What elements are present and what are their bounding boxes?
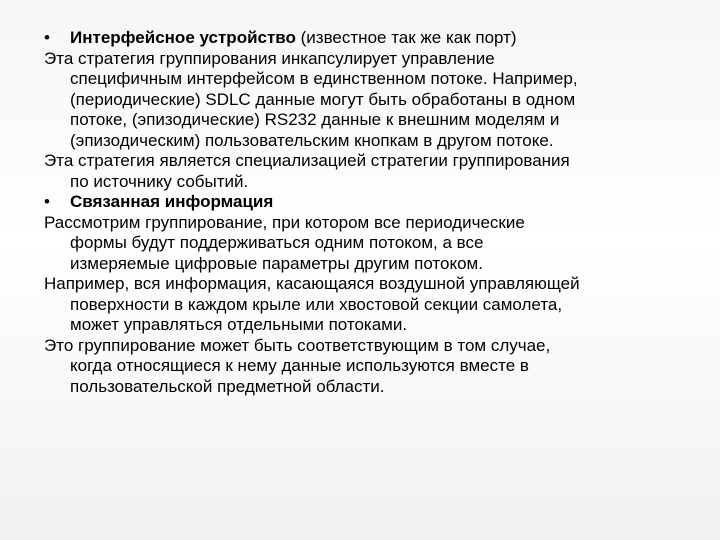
bullet-related-information-title: Связанная информация [70, 192, 274, 211]
paragraph-line: Это группирование может быть соответствующим в том случае, [44, 335, 551, 355]
bullet-marker: • [44, 28, 50, 47]
bullet-marker: • [44, 192, 50, 211]
bullet-interface-device-text [70, 28, 517, 49]
paragraph-line: Эта стратегия является специализацией стратегии группирования [44, 151, 570, 170]
paragraph-line: Рассмотрим группирование, при котором все периодические [44, 212, 525, 232]
paragraph-line: когда относящиеся к нему данные используются вместе в [70, 356, 529, 375]
paragraph-line: пользовательской предметной области. [70, 376, 385, 396]
paragraph-line: (эпизодическим) пользовательским кнопкам в другом потоке. [70, 130, 554, 150]
paragraph-line: потоке, (эпизодические) RS232 данные к внешним моделям и [70, 110, 560, 129]
paragraph-line: формы будут поддерживаться одним потоком, а все [70, 233, 484, 252]
paragraph-line: (периодические) SDLC данные могут быть обработаны в одном [70, 89, 576, 109]
slide-text-body [44, 28, 684, 397]
paragraph-line: специфичным интерфейсом в единственном потоке. Например, [70, 69, 578, 88]
paragraph-periodic-grouping [44, 213, 684, 275]
paragraph-strategy-encapsulation [44, 49, 684, 152]
paragraph-line: измеряемые цифровые параметры другим потоком. [70, 253, 483, 273]
bullet-interface-device-title: Интерфейсное устройство [70, 28, 296, 47]
paragraph-grouping-appropriate [44, 336, 684, 398]
paragraph-line: поверхности в каждом крыле или хвостовой секции самолета, [70, 294, 563, 314]
paragraph-line: может управляться отдельными потоками. [70, 315, 408, 334]
paragraph-line: Эта стратегия группирования инкапсулирует управление [44, 48, 495, 68]
bullet-interface-device-note: (известное так же как порт) [295, 28, 517, 47]
paragraph-line: по источнику событий. [70, 171, 249, 191]
bullet-interface-device [44, 28, 684, 49]
paragraph-line: Например, вся информация, касающаяся воздушной управляющей [44, 274, 580, 293]
paragraph-strategy-specialization [44, 151, 684, 192]
paragraph-example-aircraft [44, 274, 684, 336]
bullet-related-information [44, 192, 684, 213]
